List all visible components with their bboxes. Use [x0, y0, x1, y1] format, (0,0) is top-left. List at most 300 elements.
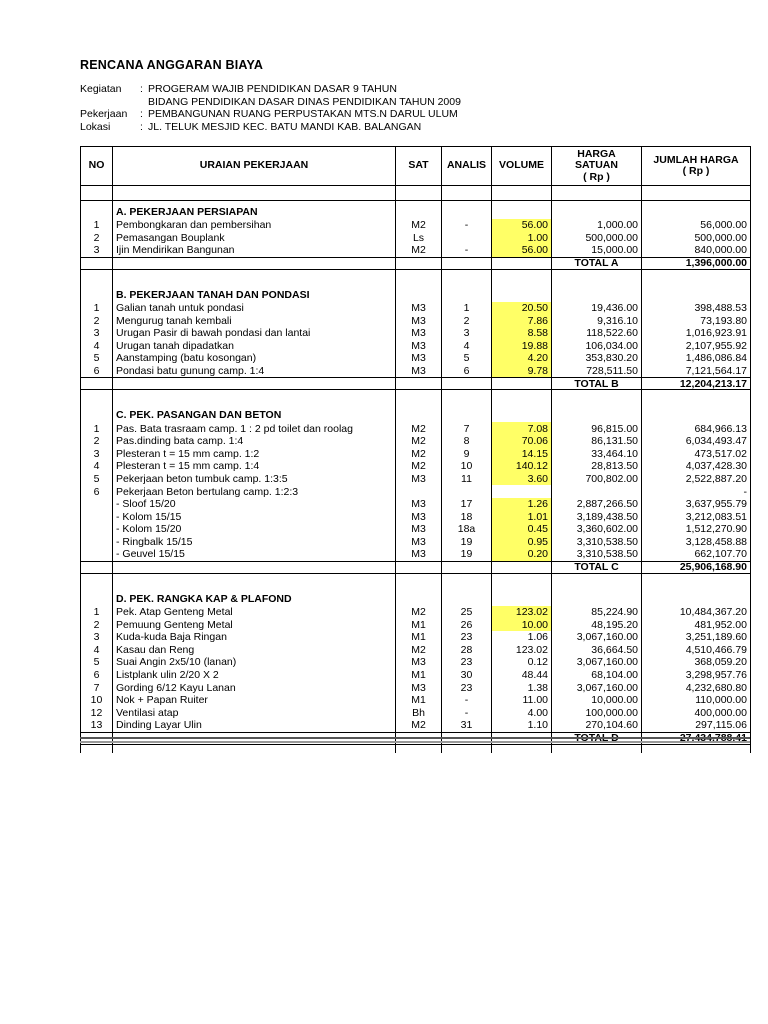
cell-uraian: Urugan Pasir di bawah pondasi dan lantai	[113, 327, 396, 340]
cell-harga: 106,034.00	[552, 340, 642, 353]
cell-no: 12	[81, 707, 113, 720]
cell-analis: 28	[442, 644, 492, 657]
cell-uraian	[113, 269, 396, 284]
header-volume: VOLUME	[492, 147, 552, 186]
cell-sat: M2	[396, 719, 442, 732]
cell-harga: 1,000.00	[552, 219, 642, 232]
cell-sat: M2	[396, 460, 442, 473]
cell-uraian: - Kolom 15/15	[113, 511, 396, 524]
info-label: Pekerjaan	[80, 108, 128, 121]
cell-no: 5	[81, 656, 113, 669]
cell-analis: -	[442, 694, 492, 707]
cell-harga: 85,224.90	[552, 606, 642, 619]
cell-uraian: Plesteran t = 15 mm camp. 1:4	[113, 460, 396, 473]
cell-volume: 123.02	[492, 644, 552, 657]
cell-analis: 23	[442, 656, 492, 669]
cell-sat: M3	[396, 511, 442, 524]
cell-no: 3	[81, 631, 113, 644]
cell-jumlah	[642, 744, 751, 753]
gap-row	[81, 269, 751, 284]
cell-analis	[442, 561, 492, 573]
cell-jumlah: 400,000.00	[642, 707, 751, 720]
info-row	[80, 108, 461, 121]
cell-jumlah: 473,517.02	[642, 448, 751, 461]
cell-volume: 9.78	[492, 365, 552, 378]
info-separator: :	[140, 120, 143, 133]
cell-volume: 10.00	[492, 618, 552, 631]
cell-volume	[492, 404, 552, 422]
cell-analis: 19	[442, 536, 492, 549]
cell-jumlah: 2,522,887.20	[642, 473, 751, 486]
table-header-row	[81, 147, 751, 186]
header-harga-line-1: HARGA	[577, 147, 616, 160]
cell-uraian: Kuda-kuda Baja Ringan	[113, 631, 396, 644]
cell-uraian: Urugan tanah dipadatkan	[113, 340, 396, 353]
cell-uraian: - Ringbalk 15/15	[113, 536, 396, 549]
cell-jumlah: 398,488.53	[642, 302, 751, 315]
cell-volume: 123.02	[492, 606, 552, 619]
cell-harga: 728,511.50	[552, 365, 642, 378]
cell-analis: 11	[442, 473, 492, 486]
cell-analis: 23	[442, 681, 492, 694]
cell-jumlah: 6,034,493.47	[642, 435, 751, 448]
cell-analis	[442, 232, 492, 245]
gap-row	[81, 573, 751, 588]
cell-volume	[492, 186, 552, 196]
cell-analis: 30	[442, 669, 492, 682]
cell-sat	[396, 573, 442, 588]
info-value: PROGERAM WAJIB PENDIDIKAN DASAR 9 TAHUN	[148, 83, 397, 95]
cell-no: 4	[81, 644, 113, 657]
cell-volume: 140.12	[492, 460, 552, 473]
header-harga-line-2: SATUAN	[575, 159, 618, 172]
info-value: PEMBANGUNAN RUANG PERPUSTAKAN MTS.N DARUL ULUM	[148, 108, 458, 121]
cell-sat: M3	[396, 352, 442, 365]
cell-no: 1	[81, 606, 113, 619]
cell-volume	[492, 390, 552, 405]
cell-no: 7	[81, 681, 113, 694]
cell-no: 2	[81, 618, 113, 631]
header-jumlah-harga	[642, 147, 751, 186]
cell-sat	[396, 284, 442, 302]
cell-sat: M1	[396, 631, 442, 644]
table-row	[81, 485, 751, 498]
cell-jumlah: 662,107.70	[642, 548, 751, 561]
table-row	[81, 694, 751, 707]
cell-volume: 1.00	[492, 232, 552, 245]
total-label: TOTAL C	[552, 561, 642, 573]
cell-uraian: Pek. Atap Genteng Metal	[113, 606, 396, 619]
cell-analis: 26	[442, 618, 492, 631]
cell-sat	[396, 390, 442, 405]
cell-sat	[396, 744, 442, 753]
cell-no	[81, 744, 113, 753]
cell-harga: 2,887,266.50	[552, 498, 642, 511]
blank-row	[81, 186, 751, 196]
cell-jumlah: 3,298,957.76	[642, 669, 751, 682]
cell-no	[81, 201, 113, 220]
cell-analis	[442, 269, 492, 284]
cell-volume: 1.06	[492, 631, 552, 644]
cell-no	[81, 378, 113, 390]
cell-uraian: Suai Angin 2x5/10 (lanan)	[113, 656, 396, 669]
cell-jumlah	[642, 404, 751, 422]
cell-volume: 70.06	[492, 435, 552, 448]
cell-volume: 0.12	[492, 656, 552, 669]
section-title-row	[81, 588, 751, 606]
cell-no: 1	[81, 302, 113, 315]
table-row	[81, 340, 751, 353]
cell-uraian: Pekerjaan beton tumbuk camp. 1:3:5	[113, 473, 396, 486]
cell-analis	[442, 186, 492, 196]
cell-harga: 86,131.50	[552, 435, 642, 448]
section-title-row	[81, 284, 751, 302]
cell-harga	[552, 186, 642, 196]
cell-jumlah: 7,121,564.17	[642, 365, 751, 378]
cell-sat: Ls	[396, 232, 442, 245]
total-value: 25,906,168.90	[642, 561, 751, 573]
end-row	[81, 744, 751, 753]
cell-harga: 36,664.50	[552, 644, 642, 657]
cell-sat: M3	[396, 498, 442, 511]
table-row	[81, 422, 751, 435]
cell-uraian: Galian tanah untuk pondasi	[113, 302, 396, 315]
cell-harga	[552, 269, 642, 284]
cell-analis	[442, 201, 492, 220]
cell-volume: 7.86	[492, 314, 552, 327]
info-label	[80, 96, 140, 109]
cell-jumlah: -	[642, 485, 751, 498]
cell-sat	[396, 561, 442, 573]
cell-jumlah: 3,251,189.60	[642, 631, 751, 644]
info-value: BIDANG PENDIDIKAN DASAR DINAS PENDIDIKAN TAHUN 2009	[148, 95, 461, 108]
footer-rule	[80, 737, 750, 739]
cell-no	[81, 186, 113, 196]
table-row	[81, 631, 751, 644]
cell-sat: M2	[396, 435, 442, 448]
cell-sat	[396, 485, 442, 498]
cell-no: 3	[81, 244, 113, 257]
cell-harga	[552, 573, 642, 588]
cell-volume: 3.60	[492, 473, 552, 486]
table-row	[81, 669, 751, 682]
total-label: TOTAL B	[552, 378, 642, 390]
cell-sat	[396, 588, 442, 606]
cell-volume: 20.50	[492, 302, 552, 315]
cell-jumlah: 2,107,955.92	[642, 340, 751, 353]
cell-analis	[442, 378, 492, 390]
cell-jumlah: 3,212,083.51	[642, 511, 751, 524]
cell-analis: 7	[442, 422, 492, 435]
total-row	[81, 257, 751, 269]
table-row	[81, 548, 751, 561]
cell-harga	[552, 588, 642, 606]
cell-harga: 3,310,538.50	[552, 548, 642, 561]
cell-sat	[396, 269, 442, 284]
cell-volume	[492, 588, 552, 606]
header-harga-satuan	[552, 147, 642, 186]
cell-volume: 1.26	[492, 498, 552, 511]
cell-volume: 8.58	[492, 327, 552, 340]
table-row	[81, 681, 751, 694]
cell-sat: M2	[396, 448, 442, 461]
cell-sat: M3	[396, 523, 442, 536]
cell-sat: M3	[396, 365, 442, 378]
cell-sat: Bh	[396, 707, 442, 720]
cell-uraian: Dinding Layar Ulin	[113, 719, 396, 732]
cell-volume: 56.00	[492, 219, 552, 232]
cell-harga: 48,195.20	[552, 618, 642, 631]
section-title: A. PEKERJAAN PERSIAPAN	[113, 201, 396, 220]
cell-uraian	[113, 561, 396, 573]
cell-harga: 3,067,160.00	[552, 631, 642, 644]
info-row	[80, 96, 461, 109]
table-row	[81, 523, 751, 536]
cell-volume: 1.10	[492, 719, 552, 732]
cell-volume: 1.01	[492, 511, 552, 524]
cell-analis	[442, 390, 492, 405]
cell-volume: 4.00	[492, 707, 552, 720]
document-title: RENCANA ANGGARAN BIAYA	[80, 58, 264, 72]
cell-sat: M3	[396, 548, 442, 561]
cell-volume	[492, 573, 552, 588]
table-row	[81, 473, 751, 486]
cell-analis	[442, 588, 492, 606]
cell-uraian	[113, 257, 396, 269]
cell-analis: 3	[442, 327, 492, 340]
cell-jumlah: 56,000.00	[642, 219, 751, 232]
table-row	[81, 511, 751, 524]
table-row	[81, 448, 751, 461]
table-row	[81, 719, 751, 732]
cell-no	[81, 257, 113, 269]
cell-analis	[442, 485, 492, 498]
cell-no: 2	[81, 232, 113, 245]
cell-sat: M3	[396, 473, 442, 486]
cell-no: 4	[81, 340, 113, 353]
cell-volume	[492, 284, 552, 302]
cell-volume	[492, 744, 552, 753]
cell-uraian: Aanstamping (batu kosongan)	[113, 352, 396, 365]
cell-jumlah	[642, 390, 751, 405]
cell-uraian: Pas. Bata trasraam camp. 1 : 2 pd toilet dan roolag	[113, 422, 396, 435]
total-label: TOTAL A	[552, 257, 642, 269]
cell-no: 6	[81, 365, 113, 378]
cell-harga: 3,360,602.00	[552, 523, 642, 536]
cell-sat: M2	[396, 244, 442, 257]
cell-analis: 5	[442, 352, 492, 365]
cell-no	[81, 588, 113, 606]
cell-uraian: - Sloof 15/20	[113, 498, 396, 511]
cell-uraian: Pas.dinding bata camp. 1:4	[113, 435, 396, 448]
cell-analis: 19	[442, 548, 492, 561]
cell-uraian: Pekerjaan Beton bertulang camp. 1:2:3	[113, 485, 396, 498]
table-row	[81, 618, 751, 631]
header-no: NO	[81, 147, 113, 186]
cell-no: 10	[81, 694, 113, 707]
cell-jumlah: 481,952.00	[642, 618, 751, 631]
cell-sat	[396, 404, 442, 422]
cell-uraian	[113, 390, 396, 405]
cell-no: 6	[81, 485, 113, 498]
cell-harga: 3,067,160.00	[552, 656, 642, 669]
cell-volume: 0.20	[492, 548, 552, 561]
cell-analis: 8	[442, 435, 492, 448]
cell-analis: 2	[442, 314, 492, 327]
total-value: 1,396,000.00	[642, 257, 751, 269]
total-row	[81, 561, 751, 573]
cell-analis: 10	[442, 460, 492, 473]
cell-harga	[552, 201, 642, 220]
header-sat: SAT	[396, 147, 442, 186]
cell-analis: 4	[442, 340, 492, 353]
cell-no	[81, 573, 113, 588]
cell-analis	[442, 744, 492, 753]
cell-uraian: Kasau dan Reng	[113, 644, 396, 657]
cell-harga: 15,000.00	[552, 244, 642, 257]
cell-jumlah	[642, 284, 751, 302]
table-row	[81, 656, 751, 669]
cell-volume	[492, 561, 552, 573]
cell-jumlah: 1,512,270.90	[642, 523, 751, 536]
cell-harga: 3,189,438.50	[552, 511, 642, 524]
cell-jumlah: 1,486,086.84	[642, 352, 751, 365]
cell-volume: 14.15	[492, 448, 552, 461]
cell-jumlah: 840,000.00	[642, 244, 751, 257]
cell-uraian	[113, 186, 396, 196]
cell-harga: 96,815.00	[552, 422, 642, 435]
info-label: Lokasi	[80, 120, 111, 133]
cell-harga	[552, 284, 642, 302]
cell-no	[81, 523, 113, 536]
cell-harga	[552, 485, 642, 498]
table-row	[81, 244, 751, 257]
cell-sat	[396, 378, 442, 390]
cell-uraian: Pondasi batu gunung camp. 1:4	[113, 365, 396, 378]
cell-no: 4	[81, 460, 113, 473]
cell-jumlah	[642, 588, 751, 606]
table-row	[81, 498, 751, 511]
cell-sat: M1	[396, 669, 442, 682]
cell-uraian: Pembongkaran dan pembersihan	[113, 219, 396, 232]
table-row	[81, 644, 751, 657]
cell-sat: M3	[396, 536, 442, 549]
cell-harga: 3,310,538.50	[552, 536, 642, 549]
budget-table	[80, 146, 751, 753]
cell-analis: 6	[442, 365, 492, 378]
cell-harga: 118,522.60	[552, 327, 642, 340]
cell-uraian	[113, 744, 396, 753]
cell-jumlah: 4,510,466.79	[642, 644, 751, 657]
cell-analis: 18	[442, 511, 492, 524]
section-title-row	[81, 201, 751, 220]
table-row	[81, 327, 751, 340]
cell-no	[81, 404, 113, 422]
cell-volume: 4.20	[492, 352, 552, 365]
cell-uraian	[113, 378, 396, 390]
cell-jumlah: 4,232,680.80	[642, 681, 751, 694]
cell-no	[81, 284, 113, 302]
cell-harga	[552, 744, 642, 753]
cell-volume: 11.00	[492, 694, 552, 707]
cell-harga: 9,316.10	[552, 314, 642, 327]
section-title: B. PEKERJAAN TANAH DAN PONDASI	[113, 284, 396, 302]
cell-harga: 270,104.60	[552, 719, 642, 732]
header-uraian: URAIAN PEKERJAAN	[113, 147, 396, 186]
cell-no: 5	[81, 352, 113, 365]
cell-volume	[492, 485, 552, 498]
cell-sat: M3	[396, 314, 442, 327]
cell-no	[81, 269, 113, 284]
total-value: 12,204,213.17	[642, 378, 751, 390]
cell-jumlah: 3,637,955.79	[642, 498, 751, 511]
cell-jumlah: 10,484,367.20	[642, 606, 751, 619]
header-harga-line-3: ( Rp )	[583, 170, 610, 183]
cell-harga: 100,000.00	[552, 707, 642, 720]
info-separator: :	[140, 83, 143, 95]
cell-jumlah: 4,037,428.30	[642, 460, 751, 473]
cell-volume	[492, 201, 552, 220]
cell-sat: M3	[396, 340, 442, 353]
cell-no	[81, 498, 113, 511]
cell-uraian: Pemuung Genteng Metal	[113, 618, 396, 631]
table-row	[81, 707, 751, 720]
cell-jumlah	[642, 186, 751, 196]
cell-analis: -	[442, 707, 492, 720]
cell-jumlah: 3,128,458.88	[642, 536, 751, 549]
cell-no: 3	[81, 448, 113, 461]
info-value: JL. TELUK MESJID KEC. BATU MANDI KAB. BALANGAN	[148, 120, 422, 133]
cell-no: 1	[81, 422, 113, 435]
cell-analis: -	[442, 244, 492, 257]
cell-sat: M2	[396, 606, 442, 619]
cell-analis	[442, 257, 492, 269]
cell-harga: 28,813.50	[552, 460, 642, 473]
cell-uraian: - Geuvel 15/15	[113, 548, 396, 561]
cell-sat: M1	[396, 618, 442, 631]
cell-analis: 9	[442, 448, 492, 461]
cell-harga: 353,830.20	[552, 352, 642, 365]
cell-sat: M2	[396, 644, 442, 657]
cell-no	[81, 536, 113, 549]
cell-uraian: - Kolom 15/20	[113, 523, 396, 536]
section-title: D. PEK. RANGKA KAP & PLAFOND	[113, 588, 396, 606]
table-row	[81, 219, 751, 232]
cell-volume: 0.45	[492, 523, 552, 536]
cell-harga: 68,104.00	[552, 669, 642, 682]
table-row	[81, 435, 751, 448]
cell-sat: M3	[396, 681, 442, 694]
cell-analis: 31	[442, 719, 492, 732]
cell-uraian: Pemasangan Bouplank	[113, 232, 396, 245]
cell-volume: 7.08	[492, 422, 552, 435]
cell-analis: 1	[442, 302, 492, 315]
cell-volume: 48.44	[492, 669, 552, 682]
table-row	[81, 365, 751, 378]
cell-volume: 0.95	[492, 536, 552, 549]
cell-harga: 10,000.00	[552, 694, 642, 707]
cell-analis: 25	[442, 606, 492, 619]
cell-analis: 18a	[442, 523, 492, 536]
cell-sat: M2	[396, 422, 442, 435]
cell-harga	[552, 390, 642, 405]
info-row	[80, 83, 461, 96]
cell-no: 3	[81, 327, 113, 340]
cell-volume: 1.38	[492, 681, 552, 694]
table-row	[81, 536, 751, 549]
info-label: Kegiatan	[80, 83, 122, 95]
cell-analis: -	[442, 219, 492, 232]
